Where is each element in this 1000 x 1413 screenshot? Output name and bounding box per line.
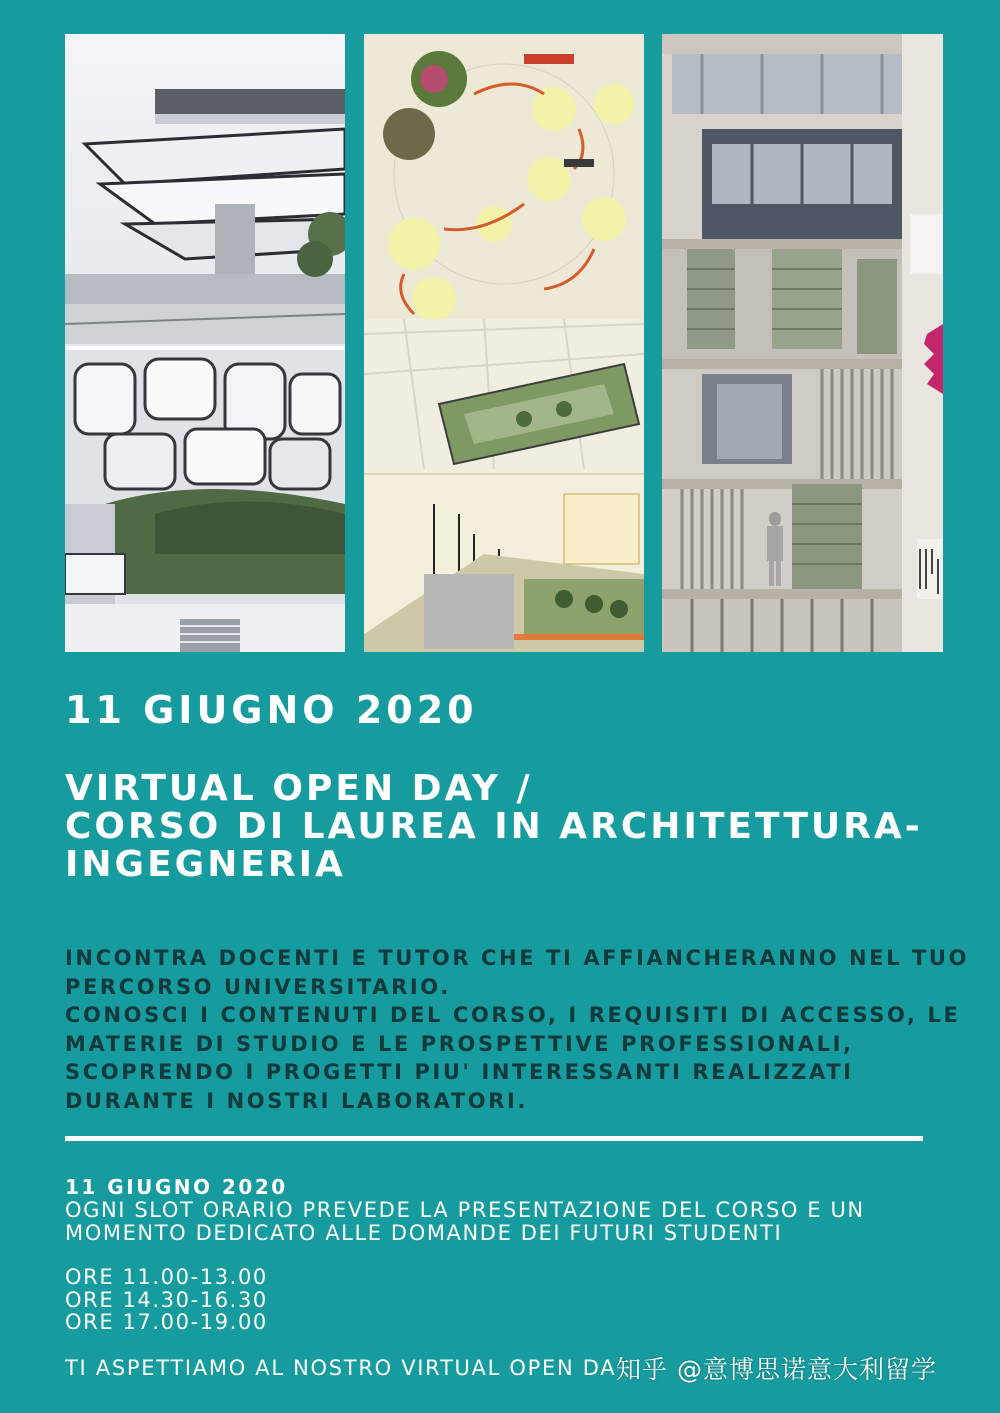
- description-line: DURANTE I NOSTRI LABORATORI.: [65, 1088, 528, 1113]
- title-line: VIRTUAL OPEN DAY /: [65, 768, 533, 809]
- schedule-date: 11 GIUGNO 2020: [65, 1175, 288, 1199]
- description-line: SCOPRENDO I PROGETTI PIU' INTERESSANTI REALIZZATI: [65, 1060, 854, 1085]
- time-slot-list: [65, 1266, 268, 1334]
- event-date-heading: 11 GIUGNO 2020: [65, 688, 478, 732]
- title-line: CORSO DI LAUREA IN ARCHITETTURA-: [65, 806, 923, 847]
- description-line: PERCORSO UNIVERSITARIO.: [65, 974, 451, 999]
- description-line: MATERIE DI STUDIO E LE PROSPETTIVE PROFESSIONALI,: [65, 1031, 854, 1056]
- photo-architecture-render: [65, 34, 345, 652]
- time-slot: ORE 14.30-16.30: [65, 1287, 268, 1312]
- building-render-icon: [65, 34, 345, 652]
- photo-facade-section: [662, 34, 943, 652]
- event-title: [65, 770, 965, 884]
- schedule-info-line: OGNI SLOT ORARIO PREVEDE LA PRESENTAZIONE DEL CORSO E UN: [65, 1198, 865, 1222]
- closing-line: TI ASPETTIAMO AL NOSTRO VIRTUAL OPEN DA: [65, 1356, 617, 1380]
- photo-urban-plan-board: [364, 34, 644, 652]
- description-line: CONOSCI I CONTENUTI DEL CORSO, I REQUISITI DI ACCESSO, LE: [65, 1003, 961, 1028]
- section-divider: [65, 1136, 923, 1141]
- masterplan-board-icon: [364, 34, 644, 652]
- time-slot: ORE 11.00-13.00: [65, 1265, 268, 1289]
- title-line: INGEGNERIA: [65, 844, 346, 885]
- event-description: [65, 944, 970, 1116]
- schedule-info-line: MOMENTO DEDICATO ALLE DOMANDE DEI FUTURI STUDENTI: [65, 1220, 783, 1245]
- description-line: INCONTRA DOCENTI E TUTOR CHE TI AFFIANCHERANNO NEL TUO: [65, 946, 970, 970]
- watermark: 知乎 @意博思诺意大利留学: [616, 1355, 937, 1384]
- facade-elevation-icon: [662, 34, 943, 652]
- time-slot: ORE 17.00-19.00: [65, 1310, 268, 1335]
- schedule-info: [65, 1199, 965, 1244]
